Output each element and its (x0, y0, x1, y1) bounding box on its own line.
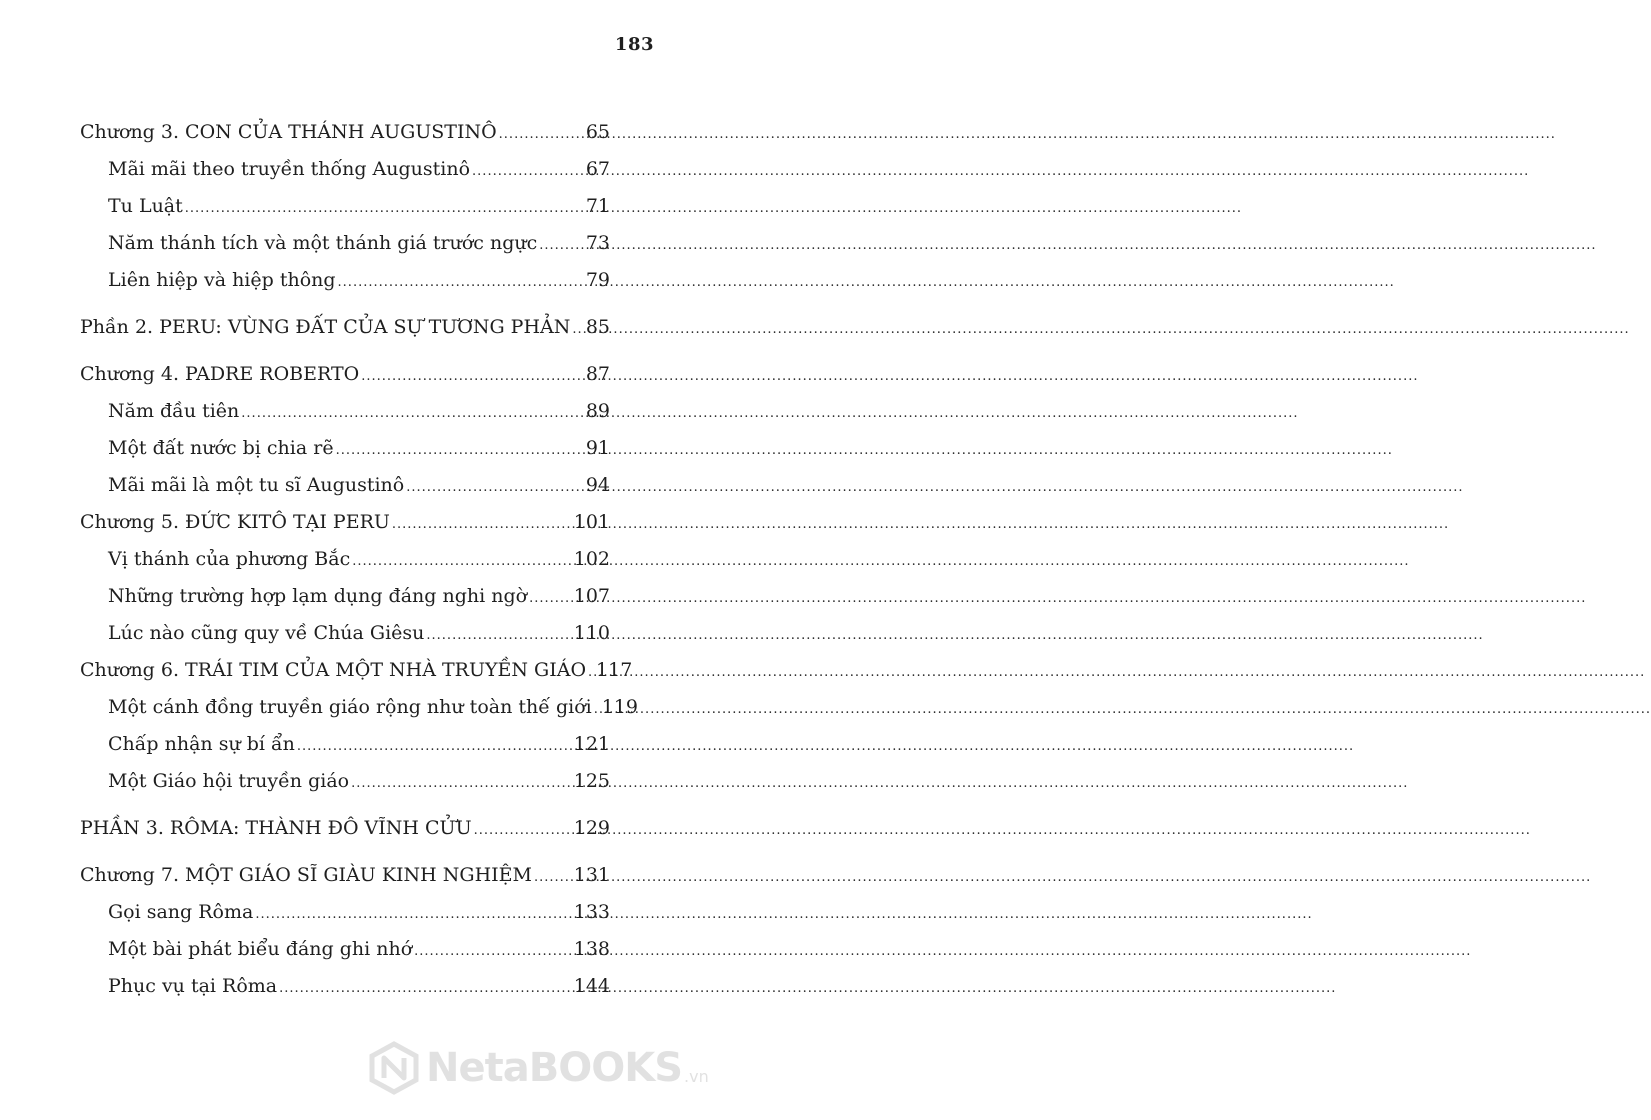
dot-leader (474, 814, 572, 845)
table-of-contents (80, 118, 638, 1003)
toc-entry-title: Mãi mãi theo truyền thống Augustinô (108, 158, 471, 180)
toc-entry-title: Một bài phát biểu đáng ghi nhớ (108, 938, 413, 960)
toc-entry-title: Những trường hợp lạm dụng đáng nghi ngờ (108, 585, 528, 607)
toc-entry-page: 89 (585, 400, 610, 422)
toc-entry-chapter-7 (80, 861, 610, 892)
dot-leader (539, 229, 584, 260)
dot-leader (534, 861, 572, 892)
toc-entry-title: Năm đầu tiên (108, 400, 240, 422)
toc-entry-page: 101 (573, 511, 610, 533)
toc-entry-page: 91 (585, 437, 610, 459)
toc-entry-page: 67 (585, 158, 610, 180)
dot-leader (352, 545, 571, 576)
toc-entry-page: 133 (573, 901, 610, 923)
dot-leader (241, 397, 584, 428)
toc-entry-title: Chương 4. PADRE ROBERTO (80, 363, 360, 385)
dot-leader (426, 619, 571, 650)
toc-entry-title: Phần 2. PERU: VÙNG ĐẤT CỦA SỰ TƯƠNG PHẢN (80, 316, 571, 338)
toc-entry-page: 121 (573, 733, 610, 755)
dot-leader (392, 508, 572, 539)
dot-leader (255, 898, 571, 929)
toc-entry-page: 110 (573, 622, 610, 644)
dot-leader (472, 155, 584, 186)
toc-entry-page: 94 (585, 474, 610, 496)
dot-leader (361, 360, 584, 391)
toc-entry-page: 131 (573, 864, 610, 886)
toc-entry-title: Vị thánh của phương Bắc (108, 548, 351, 570)
dot-leader (572, 313, 583, 344)
dot-leader (279, 972, 572, 1003)
toc-entry-part-2 (80, 313, 610, 344)
toc-entry (80, 155, 610, 186)
toc-entry-chapter-6 (80, 656, 633, 687)
toc-entry-page: 107 (573, 585, 610, 607)
dot-leader (297, 730, 572, 761)
toc-entry-chapter-5 (80, 508, 610, 539)
toc-entry-page: 73 (585, 232, 610, 254)
toc-entry-page: 85 (585, 316, 610, 338)
dot-leader (414, 935, 572, 966)
toc-entry (80, 397, 610, 428)
toc-entry-chapter-4 (80, 360, 610, 391)
toc-entry-title: Phục vụ tại Rôma (108, 975, 278, 997)
toc-entry (80, 972, 610, 1003)
dot-leader (338, 266, 584, 297)
dot-leader (336, 434, 584, 465)
toc-entry (80, 935, 610, 966)
toc-entry (80, 192, 610, 223)
dot-leader (499, 118, 584, 149)
toc-entry (80, 693, 638, 724)
dot-leader (594, 693, 600, 724)
toc-entry (80, 619, 610, 650)
toc-entry-title: Một đất nước bị chia rẽ (108, 437, 334, 459)
toc-entry-page: 125 (573, 770, 610, 792)
page-number: 183 (614, 34, 654, 55)
toc-entry-title: Chương 7. MỘT GIÁO SĨ GIÀU KINH NGHIỆM (80, 864, 532, 886)
netabooks-logo-icon (368, 1042, 420, 1094)
toc-entry-title: Chương 5. ĐỨC KITÔ TẠI PERU (80, 511, 390, 533)
watermark-tld: .vn (684, 1067, 709, 1086)
toc-entry-page: 119 (601, 696, 638, 718)
toc-entry-title: PHẦN 3. RÔMA: THÀNH ĐÔ VĨNH CỬU (80, 817, 472, 839)
toc-entry-title: Chương 6. TRÁI TIM CỦA MỘT NHÀ TRUYỀN GIÁO (80, 659, 587, 681)
toc-entry-page: 102 (573, 548, 610, 570)
toc-entry (80, 582, 610, 613)
toc-entry-title: Gọi sang Rôma (108, 901, 254, 923)
toc-entry (80, 266, 610, 297)
toc-entry-title: Một Giáo hội truyền giáo (108, 770, 350, 792)
toc-entry (80, 229, 610, 260)
toc-entry (80, 434, 610, 465)
toc-entry-page: 87 (585, 363, 610, 385)
toc-entry-page: 144 (573, 975, 610, 997)
toc-entry-page: 71 (585, 195, 610, 217)
toc-entry-title: Chương 3. CON CỦA THÁNH AUGUSTINÔ (80, 121, 497, 143)
toc-entry-title: Mãi mãi là một tu sĩ Augustinô (108, 474, 405, 496)
dot-leader (588, 656, 594, 687)
dot-leader (406, 471, 584, 502)
toc-entry-part-3 (80, 814, 610, 845)
toc-entry-title: Chấp nhận sự bí ẩn (108, 733, 295, 755)
toc-entry (80, 471, 610, 502)
watermark (368, 1042, 709, 1094)
toc-entry (80, 730, 610, 761)
dot-leader (185, 192, 584, 223)
toc-entry-title: Liên hiệp và hiệp thông (108, 269, 336, 291)
toc-entry-page: 129 (573, 817, 610, 839)
toc-entry-chapter-3 (80, 118, 610, 149)
dot-leader (529, 582, 572, 613)
toc-entry-page: 117 (596, 659, 633, 681)
toc-entry-title: Tu Luật (108, 195, 183, 217)
toc-entry (80, 898, 610, 929)
toc-entry-page: 65 (585, 121, 610, 143)
toc-entry (80, 767, 610, 798)
toc-entry-page: 79 (585, 269, 610, 291)
toc-entry-title: Lúc nào cũng quy về Chúa Giêsu (108, 622, 425, 644)
dot-leader (351, 767, 572, 798)
watermark-brand: NetaBOOKS (426, 1045, 683, 1091)
toc-entry (80, 545, 610, 576)
toc-entry-page: 138 (573, 938, 610, 960)
toc-entry-title: Năm thánh tích và một thánh giá trước ngực (108, 232, 538, 254)
toc-entry-title: Một cánh đồng truyền giáo rộng như toàn thế giới (108, 696, 592, 718)
